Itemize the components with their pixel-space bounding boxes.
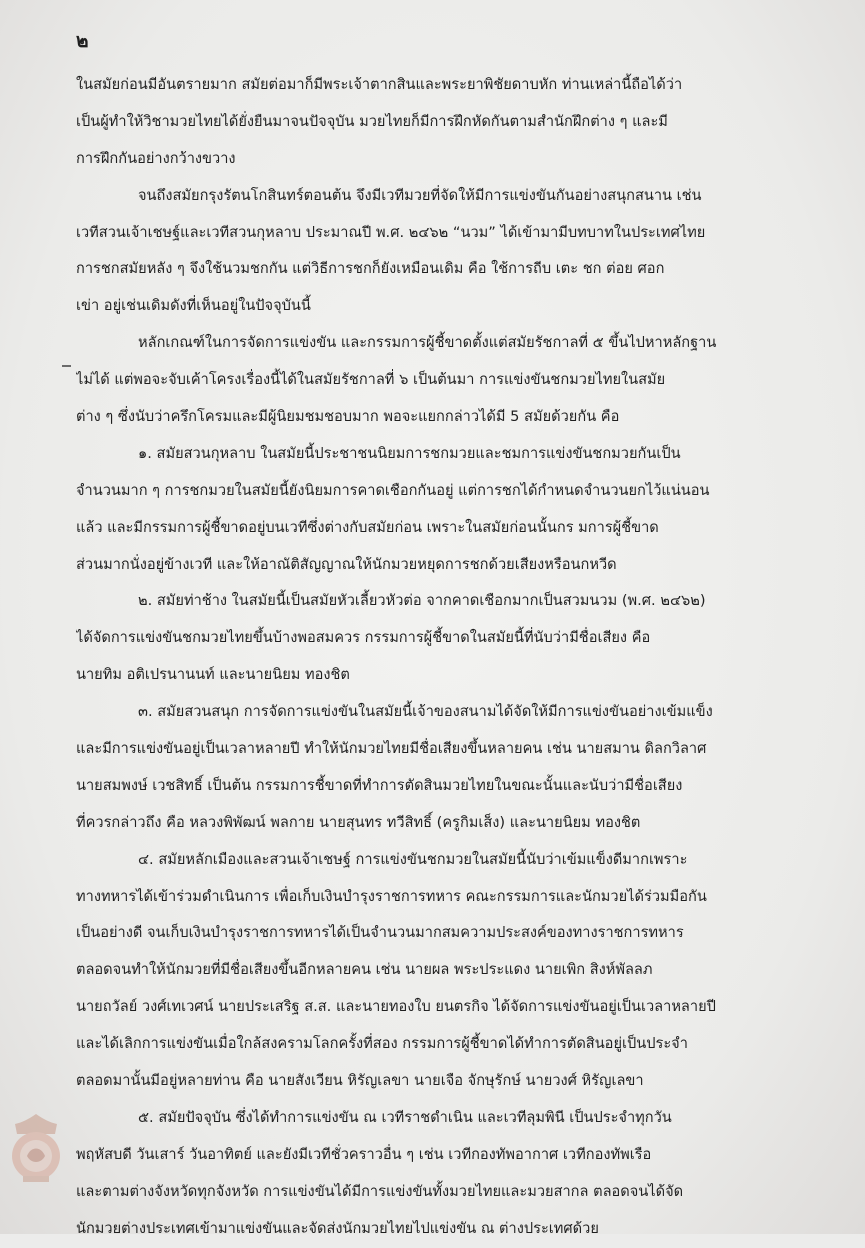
text-line: ส่วนมากนั่งอยู่ข้างเวที และให้อาณัติสัญญาณให้นักมวยหยุดการชกด้วยเสียงหรือนกหวีด: [76, 555, 617, 573]
body-text: [76, 67, 850, 1248]
text-line: และมีการแข่งขันอยู่เป็นเวลาหลายปี ทำให้นักมวยไทยมีชื่อเสียงขึ้นหลายคน เช่น นายสมาน ดิลกวิลาศ: [76, 740, 707, 758]
text-line: เป็นผู้ทำให้วิชามวยไทยได้ยั่งยืนมาจนปัจจุบัน มวยไทยก็มีการฝึกหัดกันตามสำนักฝึกต่าง ๆ และมี: [76, 112, 668, 130]
text-line: เข่า อยู่เช่นเดิมดังที่เห็นอยู่ในปัจจุบันนี้: [76, 297, 311, 315]
text-line: พฤหัสบดี วันเสาร์ วันอาทิตย์ และยังมีเวทีชั่วคราวอื่น ๆ เช่น เวทีกองทัพอากาศ เวทีกองทัพเรือ: [76, 1145, 652, 1163]
text-line: ตลอดมานั้นมีอยู่หลายท่าน คือ นายสังเวียน หิรัญเลขา นายเจือ จักษุรักษ์ นายวงศ์ หิรัญเลขา: [76, 1072, 644, 1090]
text-line: จนถึงสมัยกรุงรัตนโกสินทร์ตอนต้น จึงมีเวทีมวยที่จัดให้มีการแข่งขันกันอย่างสนุกสนาน เช่น: [138, 186, 702, 204]
text-line: ๑. สมัยสวนกุหลาบ ในสมัยนี้ประชาชนนิยมการชกมวยและชมการแข่งขันชกมวยกันเป็น: [138, 444, 681, 462]
text-line: เป็นอย่างดี จนเก็บเงินบำรุงราชการทหารได้เป็นจำนวนมากสมความประสงค์ของทางราชการทหาร: [76, 924, 684, 942]
text-line: เวทีสวนเจ้าเชษฐ์และเวทีสวนกุหลาบ ประมาณปี พ.ศ. ๒๔๖๒ “นวม” ได้เข้ามามีบทบาทในประเทศไทย: [76, 223, 706, 241]
text-line: และตามต่างจังหวัดทุกจังหวัด การแข่งขันได้มีการแข่งขันทั้งมวยไทยและมวยสากล ตลอดจนได้จัด: [76, 1182, 684, 1200]
text-line: ตลอดจนทำให้นักมวยที่มีชื่อเสียงขึ้นอีกหลายคน เช่น นายผล พระประแดง นายเพิก สิงห์พัลลภ: [76, 961, 653, 979]
text-line: ที่ควรกล่าวถึง คือ หลวงพิพัฒน์ พลกาย นายสุนทร ทวีสิทธิ์ (ครูกิมเส็ง) และนายนิยม ทองชิต: [76, 813, 641, 831]
text-line: การชกสมัยหลัง ๆ จึงใช้นวมชกกัน แต่วิธีการชกก็ยังเหมือนเดิม คือ ใช้การถีบ เตะ ชก ต่อย ศอก: [76, 260, 665, 278]
page-number: ๒: [76, 30, 89, 52]
text-line: ๒. สมัยท่าช้าง ในสมัยนี้เป็นสมัยหัวเลี้ยวหัวต่อ จากคาดเชือกมากเป็นสวมนวม (พ.ศ. ๒๔๖๒): [138, 592, 706, 610]
text-line: การฝึกกันอย่างกว้างขวาง: [76, 149, 236, 167]
text-line: นายสมพงษ์ เวชสิทธิ์ เป็นต้น กรรมการชี้ขาดที่ทำการตัดสินมวยไทยในขณะนั้นและนับว่ามีชื่อเสียง: [76, 776, 683, 794]
text-line: นายถวัลย์ วงศ์เทเวศน์ นายประเสริฐ ส.ส. และนายทองใบ ยนตรกิจ ได้จัดการแข่งขันอยู่เป็นเวลาหลายปี: [76, 998, 716, 1016]
text-line: แล้ว และมีกรรมการผู้ชี้ขาดอยู่บนเวทีซึ่งต่างกับสมัยก่อน เพราะในสมัยก่อนนั้นกร มการผู้ชี้ขาด: [76, 518, 659, 536]
text-line: นักมวยต่างประเทศเข้ามาแข่งขันและจัดส่งนักมวยไทยไปแข่งขัน ณ ต่างประเทศด้วย: [76, 1219, 599, 1237]
text-line: หลักเกณฑ์ในการจัดการแข่งขัน และกรรมการผู้ชี้ขาดตั้งแต่สมัยรัชกาลที่ ๕ ขึ้นไปหาหลักฐาน: [138, 334, 717, 352]
text-line: ๕. สมัยปัจจุบัน ซึ่งได้ทำการแข่งขัน ณ เวทีราชดำเนิน และเวทีลุมพินี เป็นประจำทุกวัน: [138, 1108, 672, 1126]
text-line: ต่าง ๆ ซึ่งนับว่าครึกโครมและมีผู้นิยมชมชอบมาก พอจะแยกกล่าวได้มี 5 สมัยด้วยกัน คือ: [76, 408, 620, 426]
text-line: ทางทหารได้เข้าร่วมดำเนินการ เพื่อเก็บเงินบำรุงราชการทหาร คณะกรรมการและนักมวยได้ร่วมมือกัน: [76, 887, 707, 905]
text-line: ได้จัดการแข่งขันชกมวยไทยขึ้นบ้างพอสมควร กรรมการผู้ชี้ขาดในสมัยนี้ที่นับว่ามีชื่อเสียง คือ: [76, 629, 651, 647]
text-line: นายทิม อติเปรนานนท์ และนายนิยม ทองชิต: [76, 666, 350, 684]
text-line: ในสมัยก่อนมีอันตรายมาก สมัยต่อมาก็มีพระเจ้าตากสินและพระยาพิชัยดาบหัก ท่านเหล่านี้ถือได้ว่า: [76, 76, 683, 93]
text-line: ไม่ได้ แต่พอจะจับเค้าโครงเรื่องนี้ได้ในสมัยรัชกาลที่ ๖ เป็นต้นมา การแข่งขันชกมวยไทยในสมัย: [76, 371, 666, 389]
margin-mark: [62, 365, 71, 367]
text-line: ๓. สมัยสวนสนุก การจัดการแข่งขันในสมัยนี้เจ้าของสนามได้จัดให้มีการแข่งขันอย่างเข้มแข็ง: [138, 703, 713, 721]
text-line: จำนวนมาก ๆ การชกมวยในสมัยนี้ยังนิยมการคาดเชือกกันอยู่ แต่การชกได้กำหนดจำนวนยกไว้แน่นอน: [76, 481, 710, 499]
seal-logo: [5, 1112, 67, 1186]
text-line: และได้เลิกการแข่งขันเมื่อใกล้สงครามโลกครั้งที่สอง กรรมการผู้ชี้ขาดได้ทำการตัดสินอยู่เป็นประจำ: [76, 1035, 688, 1053]
text-line: ๔. สมัยหลักเมืองและสวนเจ้าเชษฐ์ การแข่งขันชกมวยในสมัยนี้นับว่าเข้มแข็งดีมากเพราะ: [138, 850, 688, 868]
